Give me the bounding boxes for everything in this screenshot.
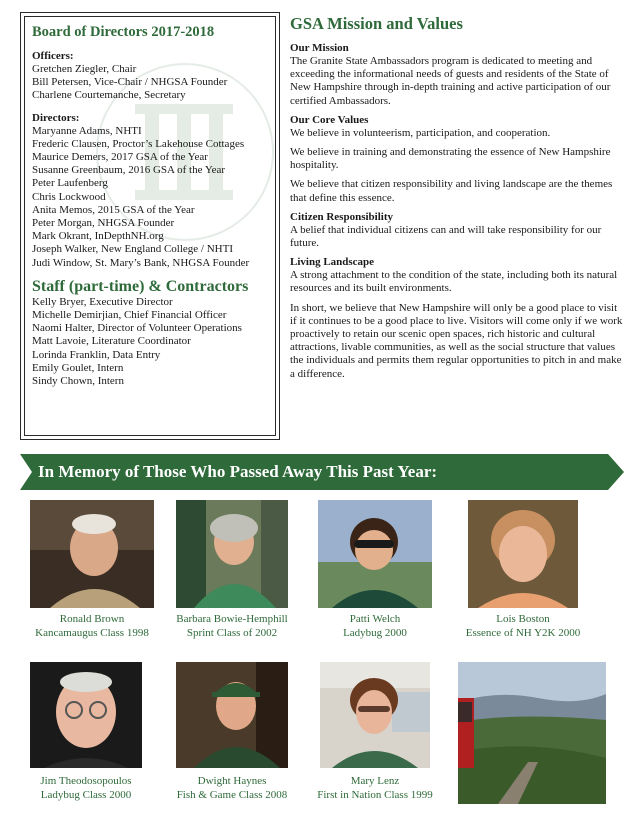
- core-values-text: We believe that citizen responsibility and living landscape are the themes that define this essence.: [290, 178, 613, 204]
- person-name: Patti Welch: [349, 613, 401, 625]
- director-line: Chris Lockwood: [32, 190, 106, 203]
- director-line: Susanne Greenbaum, 2016 GSA of the Year: [32, 164, 226, 177]
- person-class: Kancamaugus Class 1998: [35, 627, 149, 639]
- staff-line: Lorinda Franklin, Data Entry: [32, 348, 161, 361]
- board-inner-frame: [24, 16, 276, 436]
- staff-title: Staff (part-time) & Contractors: [32, 277, 249, 295]
- person-name: Ronald Brown: [59, 613, 125, 625]
- person-class: First in Nation Class 1999: [317, 789, 433, 801]
- photo-cog-railway-landscape: [458, 662, 606, 804]
- memorial-banner: [20, 454, 624, 490]
- director-line: Mark Okrant, InDepthNH.org: [32, 230, 164, 243]
- caption-dwight-haynes: [160, 774, 304, 802]
- photo-dwight-haynes: [176, 662, 288, 768]
- caption-ronald-brown: [14, 612, 170, 640]
- board-title: Board of Directors 2017-2018: [32, 24, 215, 40]
- person-class: Ladybug 2000: [343, 627, 407, 639]
- closing-paragraph: In short, we believe that New Hampshire will only be a good place to visit if it continues to be a good place to live. Visitors will come only if we work proactively to retain our scenic open spaces, rich historic and cultural attractions, livable communities, as well as the social structure that values the individuals and permits them regular opportunities to pitch in and make a difference.: [290, 301, 623, 380]
- officer-line: Bill Petersen, Vice-Chair / NHGSA Founder: [32, 76, 228, 89]
- officer-line: Gretchen Ziegler, Chair: [32, 63, 137, 75]
- photo-mary-lenz: [320, 662, 430, 768]
- core-values-heading: Our Core Values: [290, 113, 369, 126]
- person-name: Dwight Haynes: [197, 775, 267, 787]
- director-line: Peter Laufenberg: [32, 177, 108, 190]
- officers-heading: Officers:: [32, 50, 74, 62]
- caption-jim-theodosopoulos: [10, 774, 162, 802]
- staff-line: Sindy Chown, Intern: [32, 375, 124, 388]
- living-landscape-text: A strong attachment to the condition of the state, including both its natural resources and its built environments.: [290, 269, 618, 295]
- person-name: Mary Lenz: [350, 775, 400, 787]
- person-class: Ladybug Class 2000: [40, 789, 132, 801]
- director-line: Peter Morgan, NHGSA Founder: [32, 217, 175, 230]
- photo-barbara-bowie-hemphill: [176, 500, 288, 608]
- caption-patti-welch: [300, 612, 450, 640]
- our-mission-heading: Our Mission: [290, 42, 349, 54]
- citizen-responsibility-heading: Citizen Responsibility: [290, 210, 393, 223]
- citizen-responsibility-text: A belief that individual citizens can and will take responsibility for our future.: [290, 223, 602, 250]
- our-mission-text: The Granite State Ambassadors program is dedicated to meeting and exceeding the informational needs of guests and residents of the State of New Hampshire through in-depth training and active participation of our certified Ambassadors.: [290, 55, 611, 107]
- photo-lois-boston: [468, 500, 578, 608]
- caption-barbara-bowie-hemphill: [158, 612, 306, 640]
- person-name: Lois Boston: [496, 613, 550, 625]
- caption-mary-lenz: [300, 774, 450, 802]
- director-line: Maryanne Adams, NHTI: [32, 124, 142, 137]
- mission-values-section: [290, 14, 625, 387]
- director-line: Maurice Demers, 2017 GSA of the Year: [32, 151, 208, 164]
- staff-line: Matt Lavoie, Literature Coordinator: [32, 335, 191, 348]
- mission-title: GSA Mission and Values: [290, 14, 463, 33]
- director-line: Frederic Clausen, Proctor’s Lakehouse Cottages: [32, 137, 245, 150]
- staff-line: Naomi Halter, Director of Volunteer Operations: [32, 322, 242, 335]
- person-class: Fish & Game Class 2008: [176, 789, 288, 801]
- officer-line: Charlene Courtemanche, Secretary: [32, 89, 186, 102]
- memorial-banner-text: In Memory of Those Who Passed Away This Past Year:: [38, 462, 438, 481]
- caption-lois-boston: [446, 612, 600, 640]
- core-values-text: We believe in volunteerism, participation, and cooperation.: [290, 126, 551, 139]
- person-class: Essence of NH Y2K 2000: [465, 627, 581, 639]
- staff-line: Michelle Demirjian, Chief Financial Officer: [32, 309, 227, 322]
- directors-heading: Directors:: [32, 111, 80, 124]
- core-values-text: We believe in training and demonstrating the essence of New Hampshire hospitality.: [290, 146, 611, 172]
- director-line: Judi Window, St. Mary’s Bank, NHGSA Founder: [32, 256, 250, 269]
- living-landscape-heading: Living Landscape: [290, 256, 375, 269]
- photo-ronald-brown: [30, 500, 154, 608]
- photo-patti-welch: [318, 500, 432, 608]
- photo-jim-theodosopoulos: [30, 662, 142, 768]
- director-line: Joseph Walker, New England College / NHTI: [32, 243, 234, 256]
- staff-line: Kelly Bryer, Executive Director: [32, 295, 173, 308]
- person-name: Jim Theodosopoulos: [40, 775, 132, 787]
- person-class: Sprint Class of 2002: [186, 627, 278, 639]
- board-of-directors-box: [20, 12, 280, 440]
- person-name: Barbara Bowie-Hemphill: [176, 613, 288, 625]
- staff-line: Emily Goulet, Intern: [32, 361, 124, 374]
- director-line: Anita Memos, 2015 GSA of the Year: [32, 203, 195, 216]
